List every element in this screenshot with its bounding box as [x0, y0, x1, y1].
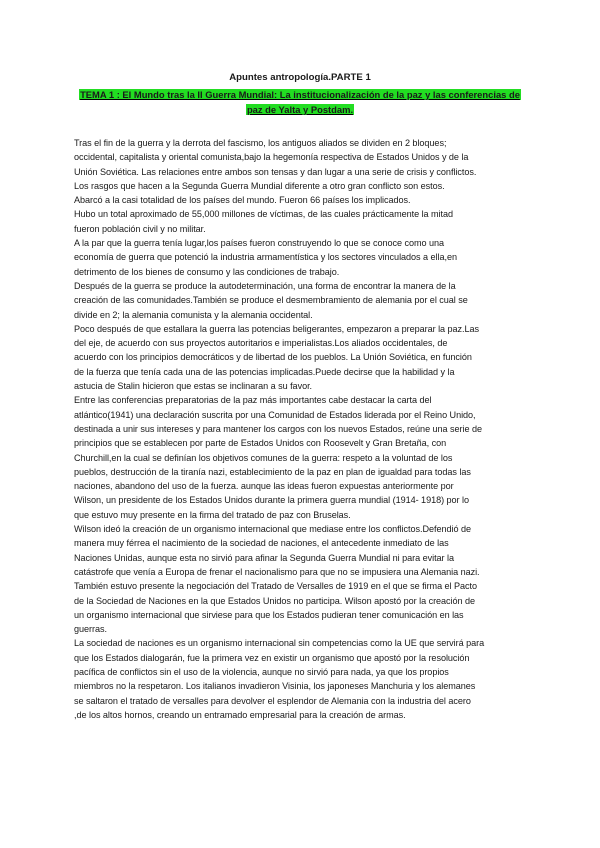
paragraph-line: principios que se establecen por parte de Estados Unidos con Roosevelt y Gran Bretaña, con — [74, 438, 447, 449]
paragraph-line: un organismo internacional que sirviese para que los Estados pudieran tener comunicación en las — [74, 609, 464, 620]
paragraph-line: se saltaron el tratado de versalles para devolver el esplendor de Alemania con la industria del acero — [74, 695, 471, 706]
paragraph-line: También estuvo presente la negociación del Tratado de Versalles de 1919 en el que se firma el Pacto — [74, 581, 478, 592]
paragraph-line: que estuvo muy presente en la firma del tratado de paz con Bruselas. — [74, 509, 351, 520]
paragraph-line: que los Estados dialogarán, fue la primera vez en existir un organismo que apostó por la resolución — [74, 652, 470, 663]
paragraph-line: Después de la guerra se produce la autodeterminación, una forma de encontrar la manera de la — [74, 280, 456, 291]
paragraph-line: economía de guerra que potenció la industria armamentística y los sectores vinculados a ella,en — [74, 252, 457, 263]
paragraph-line: Entre las conferencias preparatorias de la paz más importantes cabe destacar la carta del — [74, 395, 432, 406]
paragraph-line: ,de los altos hornos, creando un entramado empresarial para la creación de armas. — [74, 709, 406, 720]
paragraph-line: Wilson, un presidente de los Estados Unidos durante la primera guerra mundial (1914- 1918) por lo — [74, 495, 469, 506]
paragraph-line: pacífica de conflictos sin el uso de la violencia, aunque no sirvió para nada, ya que los propios — [74, 666, 449, 677]
paragraph-line: fueron población civil y no militar. — [74, 223, 206, 234]
paragraph-line: A la par que la guerra tenía lugar,los países fueron construyendo lo que se conoce como una — [74, 238, 445, 249]
document-title: Apuntes antropología.PARTE 1 — [229, 72, 371, 83]
paragraph-line: Tras el fin de la guerra y la derrota del fascismo, los antiguos aliados se dividen en 2 bloques; — [74, 138, 447, 148]
paragraph-line: pueblos, destrucción de la tiranía nazi, establecimiento de la paz en plan de igualdad para todas las — [74, 466, 471, 477]
paragraph-line: Abarcó a la casi totalidad de los países del mundo. Fueron 66 países los implicados. — [74, 195, 411, 206]
paragraph-line: Poco después de que estallara la guerra las potencias beligerantes, empezaron a preparar la paz.Las — [74, 323, 480, 334]
paragraph-line: Los rasgos que hacen a la Segunda Guerra Mundial diferente a otro gran conflicto son estos. — [74, 180, 445, 191]
paragraph-line: creación de las comunidades.También se produce el desmembramiento de alemania por el cual se — [74, 295, 468, 306]
topic-heading — [72, 87, 528, 117]
paragraph-line: occidental, capitalista y oriental comunista,bajo la hegemonía respectiva de Estados Unidos y de la — [74, 152, 469, 163]
paragraph-line: del eje, de acuerdo con sus proyectos autoritarios e imperialistas.Los aliados occidentales, de — [74, 338, 448, 349]
paragraph-line: de la fuerza que tenía cada una de las potencias implicadas.Puede decirse que la habilidad y la — [74, 366, 455, 377]
paragraph-line: detrimento de los bienes de consumo y las condiciones de trabajo. — [74, 266, 340, 277]
paragraph-line: acuerdo con los principios democráticos y de libertad de los pueblos. La Unión Soviética, en función — [74, 352, 472, 363]
body-text — [74, 136, 530, 722]
paragraph-line: astucia de Stalin hicieron que estas se inclinaran a su favor. — [74, 381, 313, 392]
paragraph-line: guerras. — [74, 624, 107, 635]
paragraph-line: catástrofe que venía a Europa de frenar el nacionalismo para que no se impusiera una Alemania nazi. — [74, 566, 480, 577]
paragraph-line: Unión Soviética. Las relaciones entre ambos son tensas y dan lugar a una serie de crisis y conflictos. — [74, 166, 477, 177]
topic-heading-line-1: TEMA 1 : El Mundo tras la II Guerra Mundial: La institucionalización de la paz y las conferencias de — [80, 89, 520, 100]
paragraph-line: naciones, abandono del uso de la fuerza. aunque las ideas fueron expuestas anteriormente por — [74, 481, 454, 492]
paragraph-line: Churchill,en la cual se definían los objetivos comunes de la guerra: respeto a la voluntad de los — [74, 452, 453, 463]
paragraph-line: La sociedad de naciones es un organismo internacional sin competencias como la UE que servirá para — [74, 638, 485, 649]
paragraph-line: destinada a unir sus intereses y para mantener los cargos con los nuevos Estados, reúne una serie de — [74, 423, 482, 434]
paragraph-line: miembros no la respetaron. Los italianos invadieron Visinia, los japoneses Manchuria y los alemanes — [74, 681, 476, 692]
paragraph-line: de la Sociedad de Naciones en la que Estados Unidos no participa. Wilson apostó por la creación de — [74, 595, 476, 606]
topic-heading-line-2: paz de Yalta y Postdam. — [246, 104, 354, 115]
paragraph-line: Wilson ideó la creación de un organismo internacional que mediase entre los conflictos.Defendió de — [74, 524, 471, 535]
paragraph-line: atlántico(1941) una declaración suscrita por una Comunidad de Estados liderada por el Reino Unido, — [74, 409, 476, 420]
paragraph-line: Hubo un total aproximado de 55,000 millones de víctimas, de las cuales prácticamente la mitad — [74, 209, 454, 220]
paragraph-line: manera muy férrea el nacimiento de la sociedad de naciones, el antecedente inmediato de las — [74, 538, 449, 549]
paragraph-line: Naciones Unidas, aunque esta no sirvió para afinar la Segunda Guerra Mundial ni para evitar la — [74, 552, 454, 563]
paragraph-line: divide en 2; la alemania comunista y la alemania occidental. — [74, 309, 313, 320]
